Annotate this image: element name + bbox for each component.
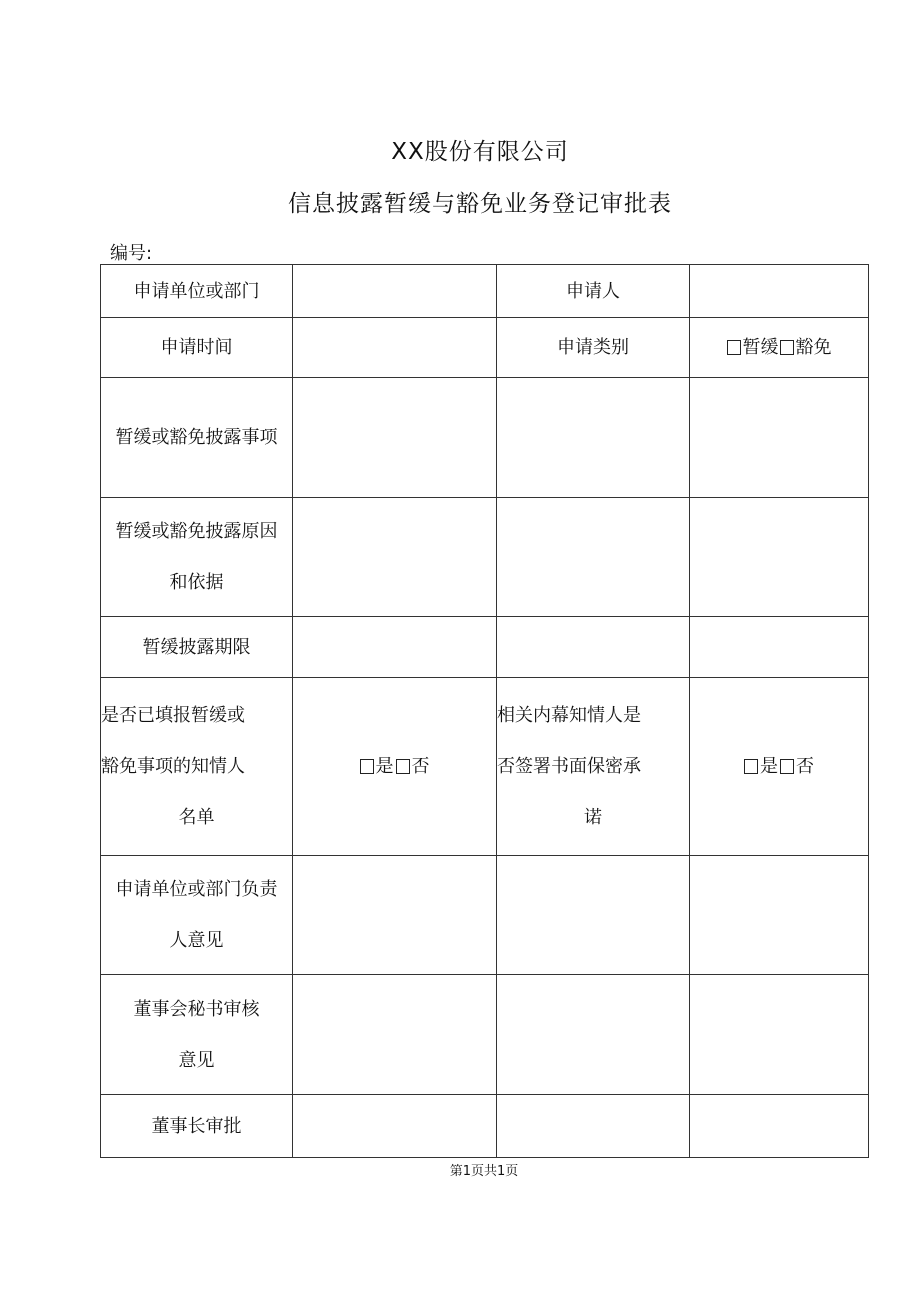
confidential-line2: 否签署书面保密承: [497, 756, 641, 777]
confidential-label: [497, 678, 690, 856]
period-label: 暂缓披露期限: [101, 617, 293, 678]
row-matter: [101, 378, 869, 498]
row-unit-head: [101, 856, 869, 975]
insider-list-line1: 是否已填报暂缓或: [101, 705, 245, 726]
apply-type-options: [690, 318, 869, 378]
insider-no-label: 否: [411, 756, 430, 777]
form-title: 信息披露暂缓与豁免业务登记审批表: [288, 191, 672, 217]
apply-time-label: 申请时间: [101, 318, 293, 378]
chairman-field-3[interactable]: [690, 1095, 869, 1158]
unit-head-field-3[interactable]: [690, 856, 869, 975]
exempt-checkbox[interactable]: [780, 340, 794, 355]
reason-field-1[interactable]: [293, 498, 497, 617]
applicant-unit-label: 申请单位或部门: [101, 265, 293, 318]
defer-option-label: 暂缓: [742, 337, 779, 358]
row-apply-time: [101, 318, 869, 378]
page-footer: 第1页共1页: [449, 1164, 519, 1179]
row-secretary: [101, 975, 869, 1095]
row-reason: [101, 498, 869, 617]
insider-yes-checkbox[interactable]: [360, 759, 374, 774]
unit-head-line1: 申请单位或部门负责: [115, 879, 278, 900]
period-field-1[interactable]: [293, 617, 497, 678]
confidential-yes-label: 是: [760, 756, 778, 777]
confidential-line1: 相关内幕知情人是: [497, 705, 641, 726]
exempt-option-label: 豁免: [795, 337, 832, 358]
confidential-line3: 诺: [584, 807, 602, 828]
matter-field-3[interactable]: [690, 378, 869, 498]
serial-number-label: 编号:: [110, 243, 153, 264]
reason-field-2[interactable]: [497, 498, 690, 617]
row-period: [101, 617, 869, 678]
insider-list-options: [293, 678, 497, 856]
applicant-field[interactable]: [690, 265, 869, 318]
unit-head-field-2[interactable]: [497, 856, 690, 975]
insider-yes-label: 是: [375, 756, 394, 777]
applicant-unit-field[interactable]: [293, 265, 497, 318]
defer-checkbox[interactable]: [727, 340, 741, 355]
chairman-label: 董事长审批: [101, 1095, 293, 1158]
unit-head-line2: 人意见: [169, 930, 224, 951]
secretary-field-1[interactable]: [293, 975, 497, 1095]
approval-form-table: [100, 264, 869, 1158]
apply-time-field[interactable]: [293, 318, 497, 378]
secretary-line2: 意见: [178, 1049, 215, 1071]
confidential-no-label: 否: [796, 756, 814, 777]
confidential-options: [690, 678, 869, 856]
row-chairman: [101, 1095, 869, 1158]
secretary-field-3[interactable]: [690, 975, 869, 1095]
reason-label-line1: 暂缓或豁免披露原因: [115, 521, 278, 542]
unit-head-label: [101, 856, 293, 975]
apply-type-label: 申请类别: [497, 318, 690, 378]
confidential-no-checkbox[interactable]: [780, 759, 794, 774]
company-name: XX股份有限公司: [391, 139, 569, 165]
unit-head-field-1[interactable]: [293, 856, 497, 975]
reason-field-3[interactable]: [690, 498, 869, 617]
reason-label-line2: 和依据: [169, 572, 224, 593]
matter-field-1[interactable]: [293, 378, 497, 498]
secretary-line1: 董事会秘书审核: [133, 998, 260, 1020]
secretary-label: [101, 975, 293, 1095]
insider-list-line3: 名单: [178, 807, 215, 828]
row-applicant: [101, 265, 869, 318]
insider-no-checkbox[interactable]: [396, 759, 410, 774]
insider-list-label: [101, 678, 293, 856]
period-field-3[interactable]: [690, 617, 869, 678]
chairman-field-2[interactable]: [497, 1095, 690, 1158]
row-insider-list: [101, 678, 869, 856]
confidential-yes-checkbox[interactable]: [744, 759, 758, 774]
reason-label: [101, 498, 293, 617]
applicant-label: 申请人: [497, 265, 690, 318]
matter-field-2[interactable]: [497, 378, 690, 498]
matter-label: 暂缓或豁免披露事项: [101, 378, 293, 498]
chairman-field-1[interactable]: [293, 1095, 497, 1158]
secretary-field-2[interactable]: [497, 975, 690, 1095]
insider-list-line2: 豁免事项的知情人: [101, 756, 245, 777]
period-field-2[interactable]: [497, 617, 690, 678]
